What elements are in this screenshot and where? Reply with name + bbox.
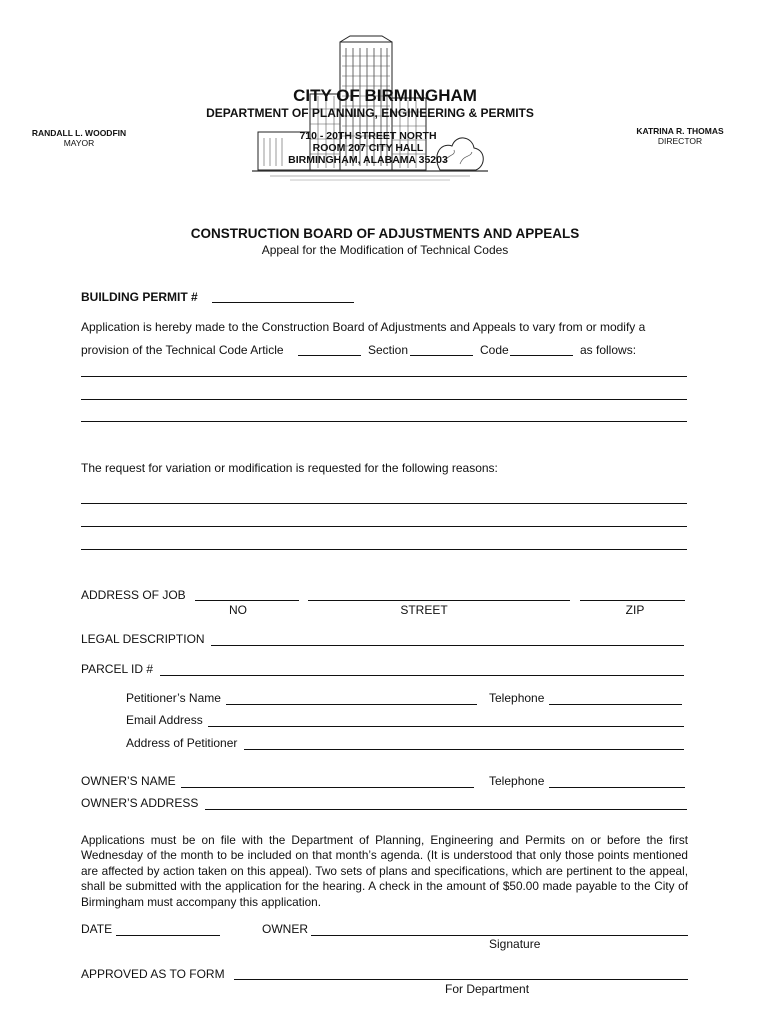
modification-line-1[interactable] bbox=[81, 376, 687, 377]
address-of-petitioner-input[interactable] bbox=[244, 749, 684, 750]
director-name: KATRINA R. THOMAS bbox=[636, 126, 724, 136]
job-street-input[interactable] bbox=[308, 600, 570, 601]
zip-label: ZIP bbox=[625, 603, 645, 617]
parcel-id-label: PARCEL ID # bbox=[81, 662, 154, 676]
street-label: STREET bbox=[400, 603, 448, 617]
email-address-input[interactable] bbox=[208, 726, 684, 727]
reasons-line-1[interactable] bbox=[81, 503, 687, 504]
modification-line-2[interactable] bbox=[81, 399, 687, 400]
petitioner-telephone-label: Telephone bbox=[489, 691, 545, 705]
parcel-id-input[interactable] bbox=[160, 675, 684, 676]
reasons-line-2[interactable] bbox=[81, 526, 687, 527]
reasons-line-3[interactable] bbox=[81, 549, 687, 550]
department-name: DEPARTMENT OF PLANNING, ENGINEERING & PERMITS bbox=[206, 106, 534, 120]
intro-as-follows: as follows: bbox=[580, 343, 637, 357]
building-permit-input[interactable] bbox=[212, 302, 354, 303]
director-title: DIRECTOR bbox=[657, 136, 703, 146]
petitioner-telephone-input[interactable] bbox=[549, 704, 682, 705]
code-input[interactable] bbox=[510, 355, 573, 356]
legal-description-label: LEGAL DESCRIPTION bbox=[81, 632, 205, 646]
address-line-2: ROOM 207 CITY HALL bbox=[312, 142, 424, 154]
address-line-1: 710 - 20TH STREET NORTH bbox=[299, 130, 437, 142]
modification-line-3[interactable] bbox=[81, 421, 687, 422]
job-no-input[interactable] bbox=[195, 600, 299, 601]
owner-label: OWNER bbox=[262, 922, 308, 936]
petitioner-name-label: Petitioner’s Name bbox=[126, 691, 221, 705]
building-permit-field bbox=[81, 290, 198, 304]
intro-code-label: Code bbox=[480, 343, 509, 357]
filing-notice: Applications must be on file with the Department of Planning, Engineering and Permits on or before the first Wednesday of the month to be included on that month’s agenda. (It is understood that only those points mentioned are affected by action taken on this appeal). Two sets of plans and specifications, which are pertinent to the appeal, shall be submitted with the application for the hearing. A check in the amount of $50.00 made payable to the City of Birmingham must accompany this application. bbox=[81, 833, 688, 909]
owner-telephone-input[interactable] bbox=[549, 787, 685, 788]
intro-line-1: Application is hereby made to the Construction Board of Adjustments and Appeals to vary from or modify a bbox=[81, 320, 646, 334]
owner-signature-input[interactable] bbox=[311, 935, 688, 936]
reasons-label: The request for variation or modification is requested for the following reasons: bbox=[81, 461, 498, 475]
approved-signature-input[interactable] bbox=[234, 979, 688, 980]
building-permit-label: BUILDING PERMIT # bbox=[81, 290, 198, 304]
mayor-name: RANDALL L. WOODFIN bbox=[31, 128, 127, 138]
code-article-input[interactable] bbox=[298, 355, 361, 356]
form-title: CONSTRUCTION BOARD OF ADJUSTMENTS AND APPEALS bbox=[190, 226, 580, 241]
owners-name-input[interactable] bbox=[181, 787, 474, 788]
city-name: CITY OF BIRMINGHAM bbox=[293, 86, 477, 105]
date-label: DATE bbox=[81, 922, 113, 936]
legal-description-input[interactable] bbox=[211, 645, 684, 646]
owners-address-label: OWNER’S ADDRESS bbox=[81, 796, 199, 810]
no-label: NO bbox=[229, 603, 247, 617]
owner-telephone-label: Telephone bbox=[489, 774, 545, 788]
address-line-3: BIRMINGHAM, ALABAMA 35203 bbox=[288, 154, 448, 166]
owners-address-input[interactable] bbox=[205, 809, 687, 810]
section-input[interactable] bbox=[410, 355, 473, 356]
approved-as-to-form-label: APPROVED AS TO FORM bbox=[81, 967, 225, 981]
intro-section-label: Section bbox=[368, 343, 409, 357]
address-of-job-label: ADDRESS OF JOB bbox=[81, 588, 186, 602]
intro-code-article-label: provision of the Technical Code Article bbox=[81, 343, 284, 357]
mayor-title: MAYOR bbox=[63, 138, 95, 148]
email-address-label: Email Address bbox=[126, 713, 203, 727]
form-subtitle: Appeal for the Modification of Technical Codes bbox=[261, 243, 509, 257]
for-department-caption: For Department bbox=[445, 982, 530, 996]
signature-caption: Signature bbox=[489, 937, 541, 951]
job-zip-input[interactable] bbox=[580, 600, 685, 601]
petitioner-name-input[interactable] bbox=[226, 704, 477, 705]
owners-name-label: OWNER’S NAME bbox=[81, 774, 176, 788]
date-input[interactable] bbox=[116, 935, 220, 936]
address-of-petitioner-label: Address of Petitioner bbox=[126, 736, 238, 750]
